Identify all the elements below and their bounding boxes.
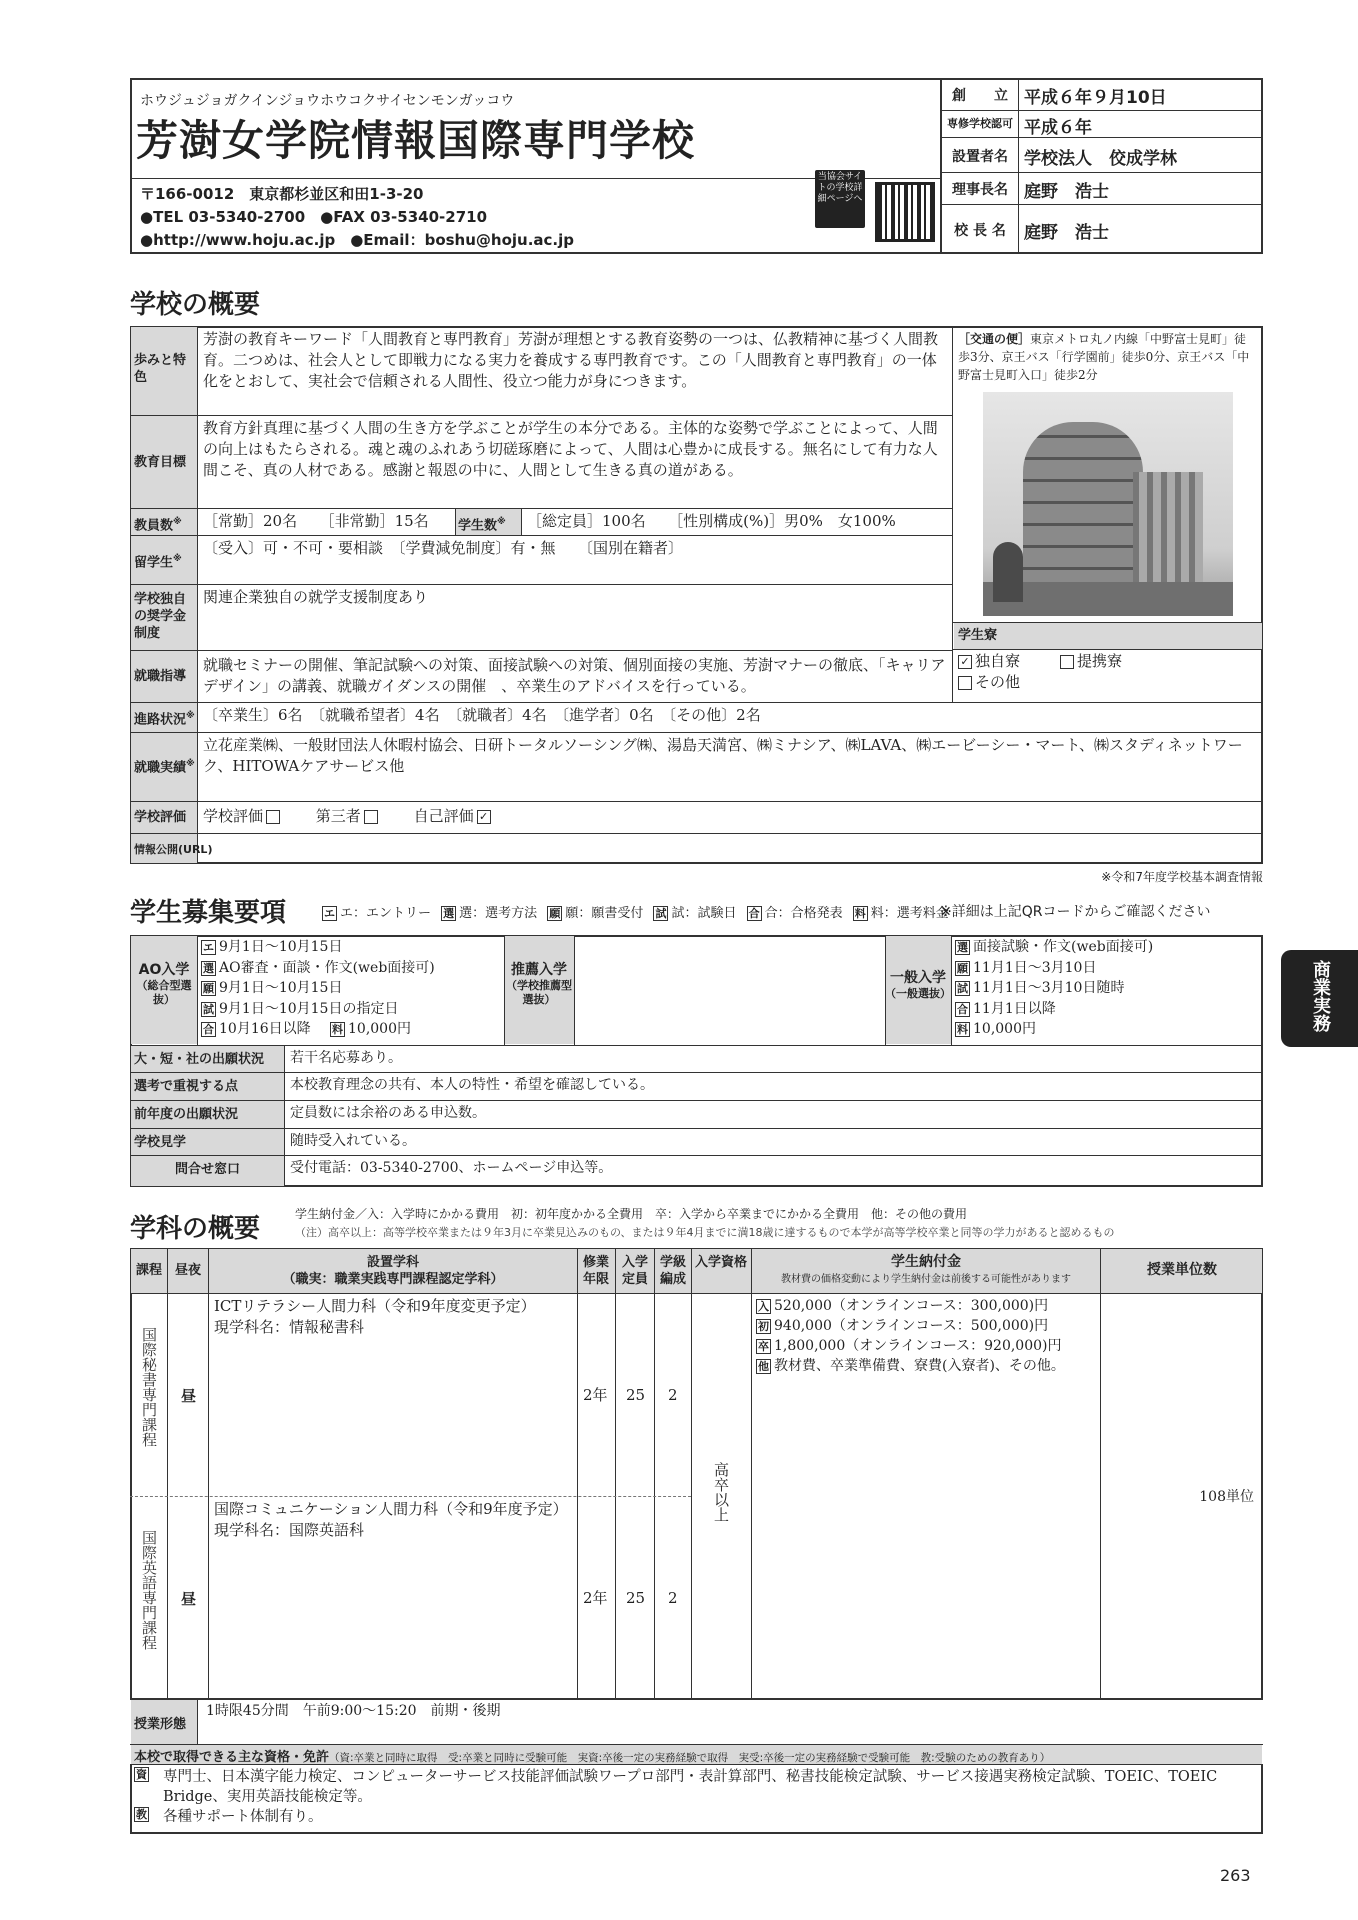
ippan-schedule — [955, 937, 1153, 1040]
info-text: 随時受入れている。 — [290, 1133, 416, 1149]
hyoka-school: 学校評価 — [203, 807, 264, 825]
legend-fee: 料：選考料金 — [870, 906, 949, 921]
ao-mark: 選 — [203, 961, 214, 975]
fees-list — [756, 1296, 1065, 1376]
info-text: 若干名応募あり。 — [290, 1050, 402, 1066]
legend-mark: 願 — [549, 907, 561, 920]
ao-label — [131, 962, 197, 1007]
course-2-gakka — [214, 1499, 568, 1541]
shushoku-text: 就職セミナーの開催、筆記試験への対策、面接試験への対策、個別面接の実施、芳澍マナーの徹底、「キャリアデザイン」の講義、就職ガイダンスの開催 、卒業生のアドバイスを行っている。 — [203, 656, 946, 695]
checkbox-icon[interactable] — [1060, 655, 1074, 669]
jisseki-label-text: 就職実績 — [134, 760, 187, 776]
school-web: ●http://www.hoju.ac.jp ●Email：boshu@hoju.ac.jp — [140, 231, 574, 249]
legend-pass: 合：合格発表 — [764, 906, 843, 921]
legend-mark: エ — [324, 907, 335, 920]
hdr-chuya: 昼夜 — [174, 1263, 201, 1278]
shinro-text: 〔卒業生〕6名 〔就職希望者〕4名 〔就職者〕4名 〔進学者〕0名 〔その他〕2名 — [203, 706, 761, 724]
ippan-mark: 料 — [957, 1023, 968, 1036]
dept-title: 学科の概要 — [130, 1214, 261, 1244]
ao-fee-text: 10,000円 — [348, 1021, 411, 1037]
fee-mark: 入 — [758, 1300, 769, 1313]
fact-divider — [940, 110, 1263, 111]
ayumi-label: 歩みと特色 — [134, 353, 187, 385]
recruit-title: 学生募集要項 — [130, 898, 287, 928]
ippan-text: 10,000円 — [973, 1021, 1036, 1037]
ao-row — [201, 999, 435, 1020]
fee-row — [756, 1296, 1065, 1316]
fact-label: 理事長名 — [952, 182, 1008, 198]
ao-mark: 合 — [203, 1023, 214, 1036]
checkbox-icon[interactable] — [364, 810, 378, 824]
overview-title: 学校の概要 — [130, 290, 261, 320]
side-tab-commerce[interactable] — [1281, 950, 1358, 1047]
fact-divider — [940, 204, 1263, 205]
info-label: 選考で重視する点 — [134, 1079, 239, 1094]
ryugaku-text: 〔受入〕可・不可・要相談 〔学費減免制度〕有・無 〔国別在籍者〕 — [203, 539, 684, 557]
fact-label: 創 立 — [952, 88, 1008, 104]
course-1-chuya: 昼 — [181, 1387, 197, 1405]
legend-mark: 選 — [443, 907, 455, 920]
shinro-label: 進路状況※ — [134, 711, 195, 728]
ippan-sub-text: （一般選抜） — [885, 987, 951, 1000]
ippan-row — [955, 1019, 1153, 1040]
school-name: 芳澍女学院情報国際専門学校 — [136, 116, 696, 165]
school-tel: ●TEL 03-5340-2700 ●FAX 03-5340-2710 — [140, 208, 487, 226]
ryugaku-label: 留学生※ — [134, 554, 182, 571]
fee-mark: 他 — [758, 1360, 769, 1373]
ippan-text: 11月1日～3月10日随時 — [973, 980, 1125, 996]
legend-mark: 合 — [748, 907, 760, 920]
keitai-label: 授業形態 — [134, 1717, 187, 1732]
fee-text: 520,000（オンラインコース：300,000)円 — [774, 1298, 1049, 1314]
page-number: 263 — [1220, 1866, 1251, 1885]
ao-fee — [330, 1019, 411, 1040]
kyoin-label-text: 教員数 — [134, 518, 174, 534]
fee-text: 1,800,000（オンラインコース：920,000)円 — [774, 1338, 1062, 1354]
ippan-mark: 願 — [957, 961, 968, 975]
checkbox-icon[interactable] — [266, 810, 280, 824]
ao-row — [201, 978, 435, 999]
fact-value: 平成６年９月10日 — [1024, 88, 1167, 108]
hyoka-self: 自己評価 — [413, 807, 474, 825]
side-tab-label: 商業実務 — [1310, 960, 1331, 1032]
shi-text: 専門士、日本漢字能力検定、コンピューターサービス技能評価試験ワープロ部門・表計算部門、秘書技能検定試験、サービス接遇実務検定試験、TOEIC、TOEIC Bridge、実用英語技能検定等。 — [163, 1769, 1218, 1805]
shogaku-text: 関連企業独自の就学支援制度あり — [203, 588, 429, 606]
fact-label: 校 長 名 — [954, 223, 1006, 239]
jisseki-text: 立花産業㈱、一般財団法人休暇村協会、日研トータルソーシング㈱、湯島天満宮、㈱ミナシア、㈱LAVA、㈱エービーシー・マート、㈱スタディネットワーク、HITOWAケアサービス他 — [203, 736, 1243, 775]
hdr-hensei: 学級編成 — [659, 1255, 686, 1287]
entry-qualification: 高卒以上 — [712, 1462, 730, 1522]
fact-value: 庭野 浩士 — [1024, 223, 1109, 243]
hdr-gakka-text: 設置学科 — [366, 1255, 419, 1270]
hdr-gakka — [210, 1254, 576, 1288]
ippan-label — [885, 970, 951, 1001]
info-text: 定員数には余裕のある申込数。 — [290, 1105, 486, 1121]
shikaku-title: 本校で取得できる主な資格・免許 — [134, 1750, 330, 1765]
fee-row — [756, 1336, 1065, 1356]
shinro-label-text: 進路状況 — [134, 712, 187, 728]
fee-text: 940,000（オンラインコース：500,000)円 — [774, 1318, 1049, 1334]
ippan-row — [955, 978, 1153, 999]
access-label: ［交通の便］ — [958, 332, 1031, 346]
shikaku-list — [134, 1767, 1254, 1827]
fee-mark: 初 — [758, 1320, 769, 1333]
fee-mark: 卒 — [758, 1340, 769, 1353]
fact-label: 専修学校認可 — [947, 116, 1013, 130]
qr-caption — [815, 170, 865, 228]
ippan-text: 面接試験・作文(web面接可) — [973, 939, 1154, 955]
fee-text: 教材費、卒業準備費、寮費(入寮者)、その他。 — [774, 1358, 1065, 1374]
hdr-nofukin — [753, 1254, 1099, 1288]
shogaku-label: 学校独自の奨学金制度 — [134, 592, 187, 641]
hdr-katei: 課程 — [135, 1263, 162, 1278]
info-label: 問合せ窓口 — [174, 1162, 240, 1177]
fact-divider — [940, 137, 1263, 138]
fee-row — [756, 1356, 1065, 1376]
course-2-name: 国際コミュニケーション人間力科（令和9年度予定） — [214, 1500, 568, 1518]
legend-mark: 料 — [854, 907, 866, 920]
ippan-mark: 試 — [957, 982, 968, 995]
checkbox-icon[interactable] — [958, 676, 972, 690]
shushoku-label: 就職指導 — [134, 669, 187, 684]
ao-mark: 試 — [203, 1002, 214, 1016]
course-1-katei: 国際秘書専門課程 — [140, 1327, 158, 1447]
hyoka-label: 学校評価 — [134, 810, 187, 825]
course-2-teiin: 25 — [626, 1589, 646, 1607]
ao-row — [201, 958, 435, 979]
hdr-gakka-sub: （職実：職業実践専門課程認定学科） — [282, 1272, 504, 1287]
ao-row — [201, 937, 435, 958]
legend-mark: 試 — [655, 907, 667, 920]
course-2-katei: 国際英語専門課程 — [140, 1530, 158, 1650]
course-2-chuya: 昼 — [181, 1590, 197, 1608]
ao-text: 9月1日～10月15日 — [219, 939, 343, 955]
legend-exam: 試：試験日 — [671, 906, 737, 921]
fact-value: 平成６年 — [1024, 117, 1092, 138]
shikaku-header — [134, 1746, 1050, 1765]
kyoin-label: 教員数※ — [134, 517, 182, 534]
hyoka-third: 第三者 — [315, 807, 361, 825]
ryo-partner: 提携寮 — [1077, 652, 1123, 670]
course-1-current: 現学科名：情報秘書科 — [214, 1318, 365, 1336]
hdr-nofukin-text: 学生納付金 — [891, 1254, 961, 1270]
ryo-own: 独自寮 — [975, 652, 1021, 670]
access-info — [958, 330, 1258, 384]
survey-note: ※令和7年度学校基本調査情報 — [1101, 870, 1263, 884]
kyo-text: 各種サポート体制有り。 — [163, 1809, 323, 1825]
ippan-row — [955, 958, 1153, 979]
legend-apply: 願：願書受付 — [565, 906, 644, 921]
jisseki-label: 就職実績※ — [134, 759, 195, 776]
recruit-note: ※詳細は上記QRコードからご確認ください — [940, 904, 1211, 920]
ryo-other: その他 — [975, 673, 1021, 691]
ao-text: 9月1日～10月15日の指定日 — [219, 1000, 399, 1017]
checkbox-checked-icon[interactable]: ✓ — [477, 810, 491, 824]
mokuhyo-label: 教育目標 — [134, 455, 187, 470]
ippan-mark: 選 — [957, 941, 968, 954]
course-1-nengen: 2年 — [583, 1386, 608, 1404]
qr-caption-text: 当協会サイトの学校詳細ページへ — [817, 172, 863, 204]
gakusei-label-text: 学生数 — [458, 518, 498, 534]
keitai-text: 1時限45分間 午前9:00～15:20 前期・後期 — [206, 1703, 501, 1719]
suisen-label-text: 推薦入学 — [511, 962, 567, 978]
suisen-label — [506, 962, 572, 1007]
suisen-sub-text: （学校推薦型選抜） — [506, 979, 572, 1006]
access-text: 東京メトロ丸ノ内線「中野富士見町」徒歩3分、京王バス「行学園前」徒歩0分、京王バス「中野富士見町入口」徒歩2分 — [958, 332, 1250, 382]
hdr-nengen: 修業年限 — [582, 1255, 609, 1287]
hdr-tani: 授業単位数 — [1147, 1262, 1217, 1278]
checkbox-checked-icon[interactable]: ✓ — [958, 655, 972, 669]
course-1-name: ICTリテラシー人間力科（令和9年度変更予定） — [214, 1297, 536, 1315]
course-1-teiin: 25 — [626, 1386, 646, 1404]
total-credits: 108単位 — [1199, 1489, 1254, 1505]
hdr-nofukin-sub: 教材費の価格変動により学生納付金は前後する可能性があります — [781, 1274, 1071, 1285]
ayumi-text: 芳澍の教育キーワード「人間教育と専門教育」芳澍が理想とする教育姿勢の一つは、仏教精神に基づく人間教育。二つめは、社会人として即戦力になる実力を養成する専門教育です。この「人間教育と専門教育」の一体化をとおして、実社会で信頼される人間性、役立つ能力が身につきます。 — [203, 330, 939, 390]
ippan-row — [955, 937, 1153, 958]
ippan-mark: 合 — [957, 1002, 968, 1016]
kyo-mark: 教 — [136, 1808, 147, 1821]
ao-label-text: AO入学 — [138, 962, 190, 978]
school-address: 〒166-0012 東京都杉並区和田1-3-20 — [140, 185, 424, 203]
info-label: 学校見学 — [134, 1135, 187, 1150]
recruit-legend — [322, 902, 949, 921]
info-text: 本校教育理念の共有、本人の特性・希望を確認している。 — [290, 1077, 654, 1093]
school-building-photo — [983, 392, 1233, 616]
kyoin-text: ［常勤］20名 ［非常勤］15名 — [203, 512, 429, 530]
ao-mark: エ — [203, 941, 214, 954]
ippan-label-text: 一般入学 — [890, 970, 946, 986]
course-2-current: 現学科名：国際英語科 — [214, 1521, 365, 1539]
dept-legend-1: 学生納付金／入：入学時にかかる費用 初：初年度かかる全費用 卒：入学から卒業までにかかる全費用 他：その他の費用 — [295, 1207, 968, 1221]
gakusei-label: 学生数※ — [458, 517, 506, 534]
info-label: 前年度の出願状況 — [134, 1107, 239, 1122]
ao-sub-text: （総合型選抜） — [136, 979, 192, 1006]
hdr-teiin: 入学定員 — [621, 1255, 648, 1287]
course-2-hensei: 2 — [668, 1589, 678, 1607]
ao-text: 10月16日以降 — [219, 1021, 311, 1037]
fee-row — [756, 1316, 1065, 1336]
legend-entry: エ：エントリー — [340, 906, 432, 921]
hdr-shikaku: 入学資格 — [695, 1255, 748, 1270]
ippan-text: 11月1日～3月10日 — [973, 959, 1097, 976]
course-2-nengen: 2年 — [583, 1589, 608, 1607]
ippan-text: 11月1日以降 — [973, 1000, 1056, 1017]
ao-mark: 願 — [203, 982, 214, 995]
kokai-label: 情報公開(URL) — [134, 843, 213, 856]
legend-select: 選：選考方法 — [459, 906, 538, 921]
ryugaku-label-text: 留学生 — [134, 555, 174, 571]
gakusei-text: ［総定員］100名 ［性別構成(%)］男0% 女100% — [527, 512, 896, 530]
shi-mark: 資 — [136, 1768, 147, 1781]
info-label: 大・短・社の出願状況 — [134, 1052, 265, 1067]
fact-label: 設置者名 — [952, 148, 1008, 165]
ryo-label: 学生寮 — [958, 628, 998, 643]
fact-divider — [940, 172, 1263, 173]
mokuhyo-text: 教育方針真理に基づく人間の生き方を学ぶことが学生の本分である。主体的な姿勢で学ぶことによって、人間の向上はもたらされる。魂と魂のふれあう切磋琢磨によって、人間は心豊かに成長する。無名にして有力な人間こそ、真の人材である。感謝と報恩の中に、人間として生きる真の道がある。 — [203, 419, 938, 479]
ryo-options — [958, 651, 1122, 693]
fact-value: 庭野 浩士 — [1024, 182, 1109, 202]
ao-text: AO審査・面談・作文(web面接可) — [219, 959, 435, 976]
course-1-hensei: 2 — [668, 1386, 678, 1404]
course-1-gakka — [214, 1296, 536, 1338]
fact-value: 学校法人 佼成学林 — [1024, 148, 1177, 169]
ao-text: 9月1日～10月15日 — [219, 980, 343, 996]
hyoka-checks — [203, 806, 494, 827]
fee-mark: 料 — [332, 1023, 343, 1036]
info-text: 受付電話：03-5340-2700、ホームページ申込等。 — [290, 1160, 613, 1176]
dept-legend-2: （注）高卒以上：高等学校卒業または９年3月に卒業見込みのもの、または９年4月までに満18歳に達するもので本学が高等学校卒業と同等の学力があると認めるもの — [295, 1226, 1115, 1239]
qr-code[interactable] — [875, 182, 935, 242]
school-kana: ホウジュジョガクインジョウホウコクサイセンモンガッコウ — [140, 93, 515, 109]
shikaku-legend: （資:卒業と同時に取得 受:卒業と同時に受験可能 実資:卒後一定の実務経験で取得 実受:卒後一定の実務経験で受験可能 教:受験のための教育あり） — [329, 1752, 1051, 1764]
ippan-row — [955, 999, 1153, 1020]
